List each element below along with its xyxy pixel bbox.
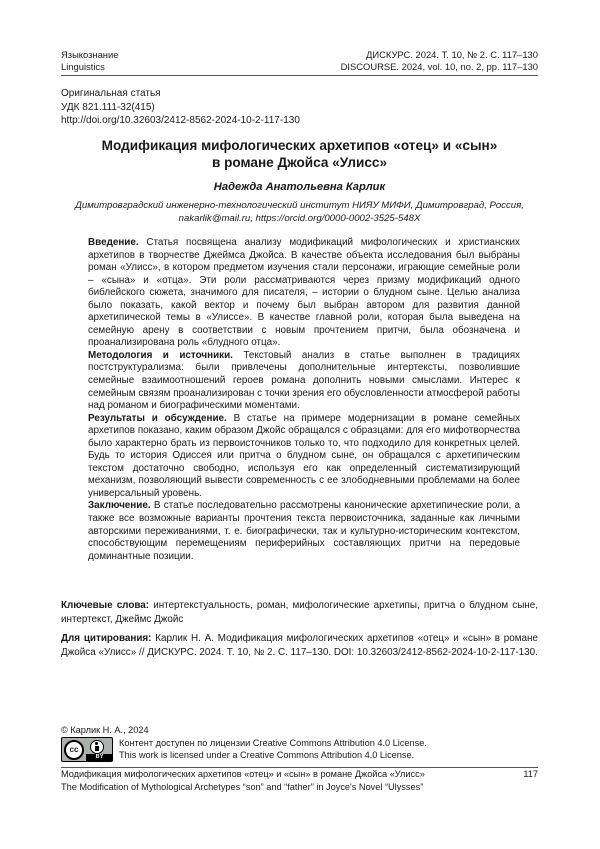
article-title: [61, 137, 538, 171]
citation-text: Карлик Н. А. Модификация мифологических архетипов «отец» и «сын» в романе Джойса «Улисс» // ДИСКУРС. 2024. Т. 10, № 2. С. 117–130. DOI: 10.32603/2412-8562-2024-10-2-117-130.: [61, 633, 538, 658]
citation: [61, 632, 538, 659]
abstract-intro-text: Статья посвящена анализу модификаций мифологических и христианских архетипов в творчестве Джеймса Джойса. В качестве объекта исследования был выбраны роман «Улисс», в котором предметом изучения стали персонажи, играющие семейные роли – «сына» и «отца». Эти роли рассматриваются через призму модификаций одного библейского сюжета, значимого для писателя, – истории о блудном сыне. Целью анализа было показать, какой вектор и почему был выбран автором для развития данной архетипической темы в «Улиссе». В качестве главной роли, которая была выведена на семейную арену в соответствии с новым прочтением притчи, была обозначена и проанализирована роль «блудного отца».: [88, 237, 520, 349]
keywords-text: интертекстуальность, роман, мифологические архетипы, притча о блудном сыне, интертекст, Джеймс Джойс: [61, 600, 538, 625]
header-journal: [341, 49, 538, 73]
doi-link[interactable]: http://doi.org/10.32603/2412-8562-2024-10-2-117-130: [61, 115, 300, 126]
page-number: 117: [523, 769, 538, 779]
abstract-methods-text: Текстовый анализ в статье выполнен в традициях постструктурализма: были привлечены дополнительные интертексты, позволившие семейные взаимоотношений героев романа дополнить новыми смыслами. Интерес к семейным связям проанализирован с точки зрения его обусловленности атмосферой работы над романом и биографическими моментами.: [88, 349, 520, 412]
keywords-label: Ключевые слова:: [61, 600, 150, 611]
abstract-results: [88, 413, 520, 501]
header-section-en: Linguistics: [61, 61, 105, 72]
attribution-person-icon: [90, 740, 104, 754]
license-notice: [119, 737, 427, 762]
abstract-results-text: В статье на примере модернизации в романе семейных архетипов показано, каким образом Джойс обращался с образцами: для его мифотворчества было характерно брать из первоисточников только то, что подходило для конкретных целей. Будь то история Одиссея или притча о блудном сыне, он обращался с архетипическим текстом достаточно свободно, используя его как определенный систематизирующий механизм, позволяющий вывести современность с ее злободневными проблемами на более универсальный уровень.: [88, 412, 521, 499]
citation-label: Для цитирования:: [61, 633, 152, 644]
cc-icon: cc: [64, 740, 84, 760]
affiliation-line-2: nakarlik@mail.ru, https://orcid.org/0000-0002-3525-548X: [178, 212, 421, 224]
creative-commons-by-icon[interactable]: [61, 737, 113, 762]
abstract-methods-label: Методология и источники.: [88, 349, 233, 361]
author-name: Надежда Анатольевна Карлик: [213, 181, 386, 193]
footer-title-en: The Modification of Mythological Archetypes “son” and “father” in Joyce's Novel “Ulysses”: [61, 782, 424, 793]
abstract: [88, 237, 520, 563]
title-line-2: в романе Джойса «Улисс»: [211, 155, 388, 170]
header-section: [61, 49, 118, 73]
abstract-results-label: Результаты и обсуждение.: [88, 412, 227, 424]
header-journal-ru: ДИСКУРС. 2024. Т. 10, № 2. С. 117–130: [366, 49, 538, 60]
license-en: This work is licensed under a Creative Commons Attribution 4.0 License.: [119, 750, 415, 761]
article-meta: [61, 87, 300, 128]
udc-code: УДК 821.111-32(415): [61, 101, 155, 113]
abstract-intro-label: Введение.: [88, 237, 139, 248]
header-divider: [61, 75, 538, 76]
footer-title-ru: Модификация мифологических архетипов «отец» и «сын» в романе Джойса «Улисс»: [61, 769, 425, 779]
abstract-introduction: [88, 237, 520, 350]
abstract-conclusion: [88, 500, 520, 563]
title-line-1: Модификация мифологических архетипов «отец» и «сын»: [101, 138, 498, 153]
header-section-ru: Языкознание: [61, 49, 119, 60]
abstract-methods: [88, 350, 520, 413]
by-label: BY: [86, 754, 113, 761]
copyright: © Карлик Н. А., 2024: [61, 725, 149, 735]
article-type: Оригинальная статья: [61, 88, 161, 99]
header-journal-en: DISCOURSE. 2024, vol. 10, no. 2, pp. 117–130: [340, 61, 538, 72]
keywords: [61, 599, 538, 626]
license-ru: Контент доступен по лицензии Creative Commons Attribution 4.0 License.: [119, 738, 427, 748]
abstract-conclusion-label: Заключение.: [88, 500, 151, 512]
affiliation-line-1: Димитровградский инженерно-технологический институт НИЯУ МИФИ, Димитровград, Россия,: [75, 200, 524, 211]
abstract-conclusion-text: В статье последовательно рассмотрены канонические архетипические роли, а также все возможные варианты прочтения текста первоисточника, заданные как личными авторскими переживаниями, т. е. биографически, так и культурно-историческим контекстом, способствующим перемещениям периферийных составляющих притчи на передовые доминантные позиции.: [88, 500, 520, 562]
running-footer: [61, 768, 538, 795]
author-affiliation: [61, 200, 538, 225]
